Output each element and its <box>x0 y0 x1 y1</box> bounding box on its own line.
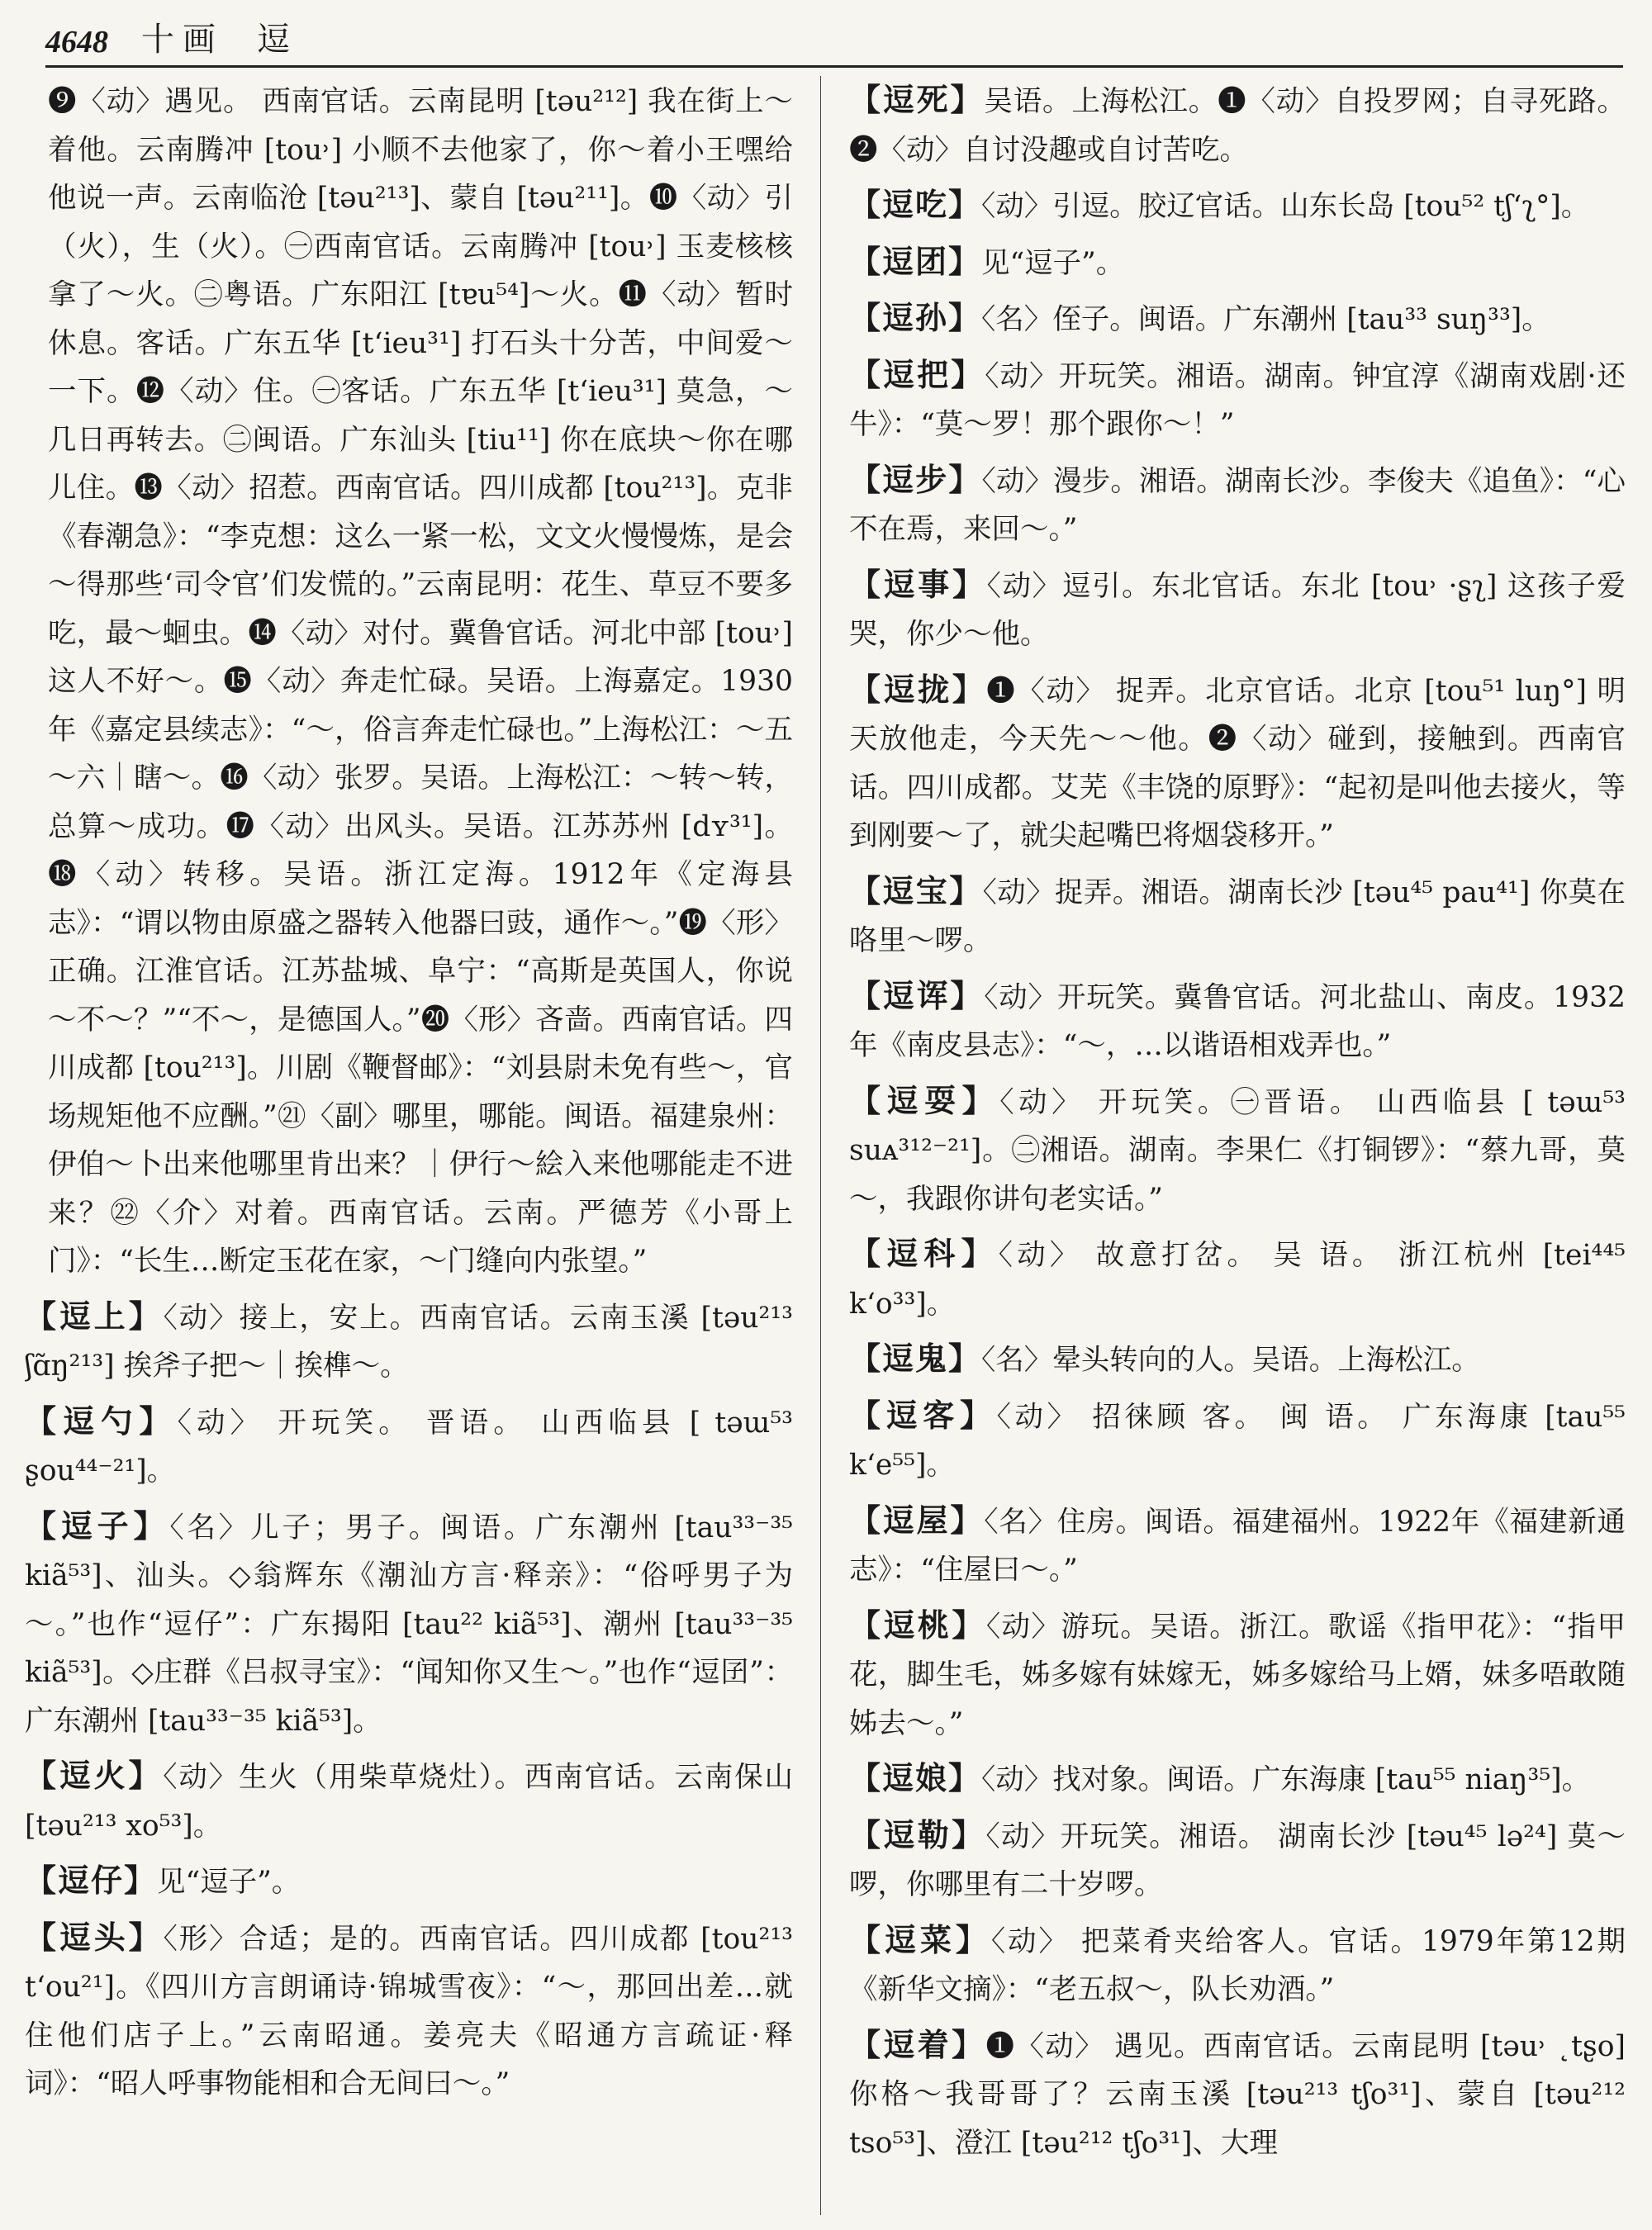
entry-text: 〈动〉接上，安上。西南官话。云南玉溪 [təu²¹³ ʃɑ̃ŋ²¹³] 挨斧子把～｜挨榫～。 <box>25 1301 793 1383</box>
index-character: 逗 <box>257 21 290 59</box>
dictionary-entry <box>25 76 793 1286</box>
dictionary-entry <box>849 1754 1626 1805</box>
dictionary-entry <box>849 1497 1626 1595</box>
entry-headword: 【逗鬼】 <box>849 1340 982 1377</box>
entry-headword: 【逗宝】 <box>849 871 983 909</box>
dictionary-entry <box>849 666 1626 861</box>
left-column <box>25 76 793 2215</box>
entry-text: 〈动〉开玩笑。冀鲁官话。河北盐山、南皮。1932年《南皮县志》：“～，…以谐语相戏弄也。” <box>849 980 1626 1062</box>
page-number: 4648 <box>45 25 108 59</box>
entry-text: 〈动〉生火（用柴草烧灶）。西南官话。云南保山 [təu²¹³ xo⁵³]。 <box>25 1761 793 1843</box>
entry-headword: 【逗客】 <box>849 1396 997 1434</box>
entry-text: 〈名〉住房。闽语。福建福州。1922年《福建新通志》：“住屋曰～。” <box>849 1505 1626 1587</box>
dictionary-entry <box>849 1230 1626 1328</box>
stroke-section: 十画 <box>141 21 224 59</box>
dictionary-entry <box>25 1502 793 1746</box>
entry-text: ❶〈动〉 捉弄。北京官话。北京 [tou⁵¹ luŋ°] 明天放他走，今天先～～他。❷〈动〉碰到，接触到。西南官话。四川成都。艾芜《丰饶的原野》：“起初是叫他去接火，等到刚要～了，就尖起嘴巴将烟袋移开。” <box>849 674 1626 852</box>
entry-text: ❾〈动〉遇见。 西南官话。云南昆明 [təu²¹²] 我在街上～着他。云南腾冲 [tou˒] 小顺不去他家了，你～着小王嘿给他说一声。云南临沧 [təu²¹³]、蒙自 [təu²¹¹]。❿〈动〉引（火），生（火）。㊀西南官话。云南腾冲 [tou˒] 玉麦核核拿了～火。㊁粤语。广东阳江 [tɐu⁵⁴]～火。⓫〈动〉暂时休息。客话。广东五华 [tʻieu³¹] 打石头十分苦，中间爱～一下。⓬〈动〉住。㊀客话。广东五华 [tʻieu³¹] 莫急，～几日再转去。㊁闽语。广东汕头 [tiu¹¹] 你在底块～你在哪儿住。⓭〈动〉招惹。西南官话。四川成都 [tou²¹³]。克非《春潮急》：“李克想：这么一紧一松，文文火慢慢炼，是会～得那些‘司令官’们发慌的。”云南昆明：花生、草豆不要多吃，最～蛔虫。⓮〈动〉对付。冀鲁官话。河北中部 [tou˒] 这人不好～。⓯〈动〉奔走忙碌。吴语。上海嘉定。1930年《嘉定县续志》：“～，俗言奔走忙碌也。”上海松江：～五～六｜瞎～。⓰〈动〉张罗。吴语。上海松江：～转～转，总算～成功。⓱〈动〉出风头。吴语。江苏苏州 [dʏ³¹]。⓲〈动〉转移。吴语。浙江定海。1912年《定海县志》：“谓以物由原盛之器转入他器曰豉，通作～。”⓳〈形〉正确。江淮官话。江苏盐城、阜宁：“高斯是英国人，你说～不～？”“不～，是德国人。”⓴〈形〉吝啬。西南官话。四川成都 [tou²¹³]。川剧《鞭督邮》：“刘县尉未免有些～，官场规矩他不应酬。”㉑〈副〉哪里，哪能。闽语。福建泉州：伊㑑～卜出来他哪里肯出来？｜伊行～絵入来他哪能走不进来？㉒〈介〉对着。西南官话。云南。严德芳《小哥上门》：“长生…断定玉花在家，～门缝向内张望。” <box>48 85 793 1278</box>
entry-text: 〈动〉引逗。胶辽官话。山东长岛 [tou⁵² tʃʻʅ°]。 <box>981 190 1590 223</box>
entry-headword: 【逗屋】 <box>849 1501 985 1539</box>
dictionary-entry <box>849 561 1626 659</box>
dictionary-entry <box>849 238 1626 288</box>
entry-text: 吴语。上海松江。❶〈动〉自投罗网；自寻死路。❷〈动〉自讨没趣或自讨苦吃。 <box>849 85 1626 167</box>
dictionary-entry <box>25 1752 793 1850</box>
entry-text: 〈动〉 故意打岔。 吴 语。 浙江杭州 [tei⁴⁴⁵ kʻo³³]。 <box>849 1239 1626 1321</box>
entry-text: 〈名〉晕头转向的人。吴语。上海松江。 <box>981 1344 1480 1377</box>
dictionary-entry <box>849 2021 1626 2168</box>
entry-headword: 【逗耍】 <box>849 1081 1000 1119</box>
dictionary-entry <box>25 1857 793 1907</box>
dictionary-entry <box>849 456 1626 554</box>
entry-headword: 【逗科】 <box>849 1235 999 1272</box>
entry-text: 〈形〉合适；是的。西南官话。四川成都 [tou²¹³ tʻou²¹]。《四川方言朗诵诗·锦城雪夜》：“～，那回出差…就住他们店子上。”云南昭通。姜亮夫《昭通方言疏证·释词》：“昭人呼事物能相和合无间曰～。” <box>25 1922 793 2100</box>
entry-text: 〈动〉 招徕顾 客。 闽 语。 广东海康 [tau⁵⁵ kʻe⁵⁵]。 <box>849 1400 1626 1482</box>
entry-headword: 【逗子】 <box>25 1506 170 1544</box>
entry-headword: 【逗诨】 <box>849 976 985 1014</box>
page-header <box>45 10 1623 68</box>
entry-text: 〈动〉游玩。吴语。浙江。歌谣《指甲花》：“指甲花，脚生毛，姊多嫁有妹嫁无，姊多嫁给马上婿，妹多唔敢随姊去～。” <box>849 1610 1626 1740</box>
dictionary-entry <box>849 351 1626 449</box>
dictionary-entry <box>25 1397 793 1496</box>
dictionary-entry <box>849 1392 1626 1490</box>
entry-headword: 【逗娘】 <box>849 1759 982 1796</box>
dictionary-entry <box>25 1293 793 1391</box>
entry-text: 〈动〉找对象。闽语。广东海康 [tau⁵⁵ niaŋ³⁵]。 <box>981 1763 1591 1796</box>
column-divider <box>820 76 821 2215</box>
dictionary-entry <box>849 294 1626 344</box>
entry-headword: 【逗火】 <box>25 1757 164 1794</box>
entry-text: 〈动〉 开玩笑。㊀晋语。 山西临县 [ təɯ⁵³ suᴀ³¹²⁻²¹]。㊁湘语。湖南。李果仁《打铜锣》：“蔡九哥，莫～，我跟你讲句老实话。” <box>849 1085 1626 1216</box>
entry-text: 〈动〉开玩笑。湘语。湖南。钟宜淳《湖南戏剧·还牛》：“莫～罗！那个跟你～！” <box>849 359 1626 441</box>
entry-headword: 【逗死】 <box>849 81 985 118</box>
entry-text: 〈动〉 开玩笑。 晋语。 山西临县 [ təɯ⁵³ ʂou⁴⁴⁻²¹]。 <box>25 1406 793 1487</box>
entry-headword: 【逗把】 <box>849 355 985 393</box>
dictionary-entry <box>849 1077 1626 1224</box>
entry-headword: 【逗仔】 <box>25 1862 158 1899</box>
entry-headword: 【逗吃】 <box>849 186 982 223</box>
entry-headword: 【逗桃】 <box>849 1606 986 1644</box>
entry-headword: 【逗勒】 <box>849 1815 986 1853</box>
entry-text: 〈动〉 把菜肴夹给客人。官话。1979年第12期《新华文摘》：“老五叔～，队长劝酒。” <box>849 1924 1626 2006</box>
right-column <box>849 76 1626 2215</box>
entry-headword: 【逗团】 <box>849 242 982 280</box>
entry-text: 〈名〉侄子。闽语。广东潮州 [tau³³ suŋ³³]。 <box>981 303 1550 336</box>
entry-text: 见“逗子”。 <box>157 1866 301 1899</box>
dictionary-entry <box>849 867 1626 966</box>
entry-headword: 【逗上】 <box>25 1297 164 1335</box>
entry-headword: 【逗着】 <box>849 2025 986 2063</box>
dictionary-entry <box>849 76 1626 174</box>
dictionary-entry <box>849 972 1626 1070</box>
dictionary-entry <box>849 1601 1626 1748</box>
entry-text: 见“逗子”。 <box>981 246 1125 280</box>
entry-headword: 【逗菜】 <box>849 1920 991 1958</box>
entry-text: 〈动〉开玩笑。湘语。 湖南长沙 [təu⁴⁵ lə²⁴] 莫～啰，你哪里有二十岁啰。 <box>849 1820 1626 1901</box>
dictionary-entry <box>849 181 1626 231</box>
entry-text: 〈动〉捉弄。湘语。湖南长沙 [təu⁴⁵ pau⁴¹] 你莫在咯里～啰。 <box>849 875 1626 957</box>
dictionary-entry <box>849 1335 1626 1385</box>
dictionary-entry <box>849 1916 1626 2014</box>
dictionary-entry <box>849 1811 1626 1910</box>
entry-text: 〈动〉逗引。东北官话。东北 [tou˒ ·ʂʅ] 这孩子爱哭，你少～他。 <box>849 569 1626 651</box>
entry-headword: 【逗步】 <box>849 460 982 498</box>
entry-text: ❶〈动〉 遇见。西南官话。云南昆明 [təu˒ ˛tʂo] 你格～我哥哥了？云南玉溪 [təu²¹³ tʃo³¹]、蒙自 [təu²¹² tso⁵³]、澄江 [təu²¹² tʃo³¹]、大理 <box>849 2029 1626 2160</box>
entry-headword: 【逗头】 <box>25 1918 164 1956</box>
entry-text: 〈动〉漫步。湘语。湖南长沙。李俊夫《追鱼》：“心不在焉，来回～。” <box>849 464 1626 546</box>
entry-headword: 【逗勺】 <box>25 1402 178 1440</box>
dictionary-entry <box>25 1914 793 2109</box>
entry-text: 〈名〉儿子；男子。闽语。广东潮州 [tau³³⁻³⁵ kiã⁵³]、汕头。◇翁辉东《潮汕方言·释亲》：“俗呼男子为～。”也作“逗仔”：广东揭阳 [tau²² kiã⁵³]、潮州 [tau³³⁻³⁵ kiã⁵³]。◇庄群《吕叔寻宝》：“闻知你又生～。”也作“逗囝”：广东潮州 [tau³³⁻³⁵ kiã⁵³]。 <box>25 1511 793 1738</box>
entry-headword: 【逗事】 <box>849 565 987 603</box>
entry-headword: 【逗拢】 <box>849 670 987 708</box>
entry-headword: 【逗孙】 <box>849 299 982 336</box>
